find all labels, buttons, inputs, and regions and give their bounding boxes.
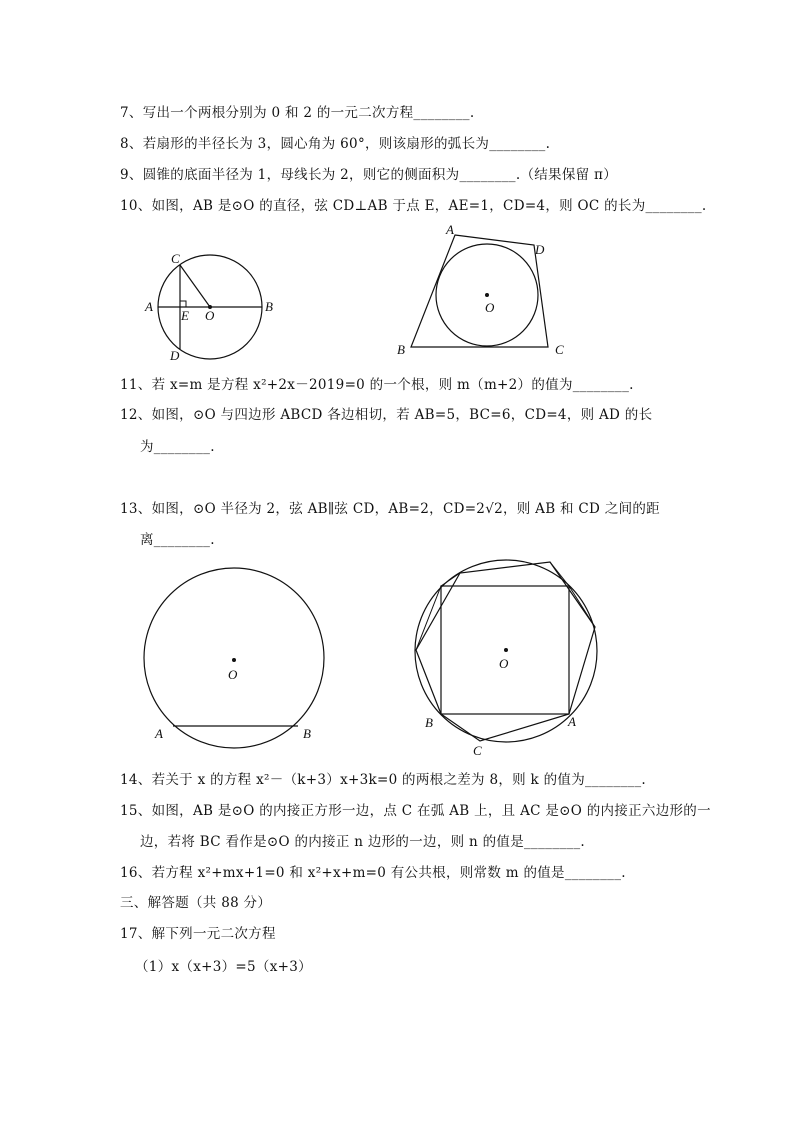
- question-11: 11、若 x=m 是方程 x²+2x－2019=0 的一个根，则 m（m+2）的值为________.: [120, 377, 634, 393]
- label-B: B: [265, 299, 273, 314]
- label-C: C: [171, 251, 180, 266]
- question-17-part1: （1）x（x+3）=5（x+3）: [135, 959, 312, 975]
- label-B: B: [303, 726, 311, 741]
- question-7: 7、写出一个两根分别为 0 和 2 的一元二次方程________.: [120, 105, 475, 121]
- question-15-line2: 边，若将 BC 看作是⊙O 的内接正 n 边形的一边，则 n 的值是________.: [140, 834, 585, 850]
- label-B: B: [425, 715, 433, 730]
- question-8: 8、若扇形的半径长为 3，圆心角为 60°，则该扇形的弧长为________.: [120, 136, 551, 152]
- label-A: A: [568, 714, 576, 729]
- label-O: O: [205, 308, 215, 323]
- label-C: C: [555, 342, 564, 357]
- label-A: A: [155, 726, 163, 741]
- question-17: 17、解下列一元二次方程: [120, 926, 276, 942]
- label-A: A: [145, 299, 153, 314]
- figure-q15-inscribed-polygons: [410, 555, 610, 760]
- question-14: 14、若关于 x 的方程 x²－（k+3）x+3k=0 的两根之差为 8，则 k 的值为________.: [120, 772, 646, 788]
- label-E: E: [181, 308, 189, 323]
- label-O: O: [228, 667, 238, 682]
- question-10: 10、如图，AB 是⊙O 的直径，弦 CD⊥AB 于点 E，AE=1，CD=4，则 OC 的长为________.: [120, 198, 707, 214]
- label-B: B: [397, 342, 405, 357]
- question-9: 9、圆锥的底面半径为 1，母线长为 2，则它的侧面积为________.（结果保留 π）: [120, 167, 618, 183]
- label-O: O: [499, 656, 509, 671]
- question-13-line1: 13、如图，⊙O 半径为 2，弦 AB∥弦 CD，AB=2，CD=2√2，则 AB 和 CD 之间的距: [120, 501, 660, 517]
- section-3-heading: 三、解答题（共 88 分）: [120, 895, 272, 911]
- question-16: 16、若方程 x²+mx+1=0 和 x²+x+m=0 有公共根，则常数 m 的值是________.: [120, 865, 626, 881]
- label-O: O: [485, 300, 495, 315]
- label-D: D: [535, 242, 545, 257]
- question-15-line1: 15、如图，AB 是⊙O 的内接正方形一边，点 C 在弧 AB 上，且 AC 是⊙O 的内接正六边形的一: [120, 803, 711, 819]
- question-12-line1: 12、如图，⊙O 与四边形 ABCD 各边相切，若 AB=5，BC=6，CD=4，则 AD 的长: [120, 407, 653, 423]
- label-A: A: [446, 222, 454, 237]
- question-13-line2: 离________.: [140, 532, 215, 548]
- figure-q12-tangential-quadrilateral: [390, 220, 590, 365]
- question-12-line2: 为________.: [140, 439, 215, 455]
- label-D: D: [170, 348, 180, 363]
- figure-q10-circle-diameter: [140, 240, 290, 365]
- label-C: C: [473, 743, 482, 758]
- figure-q13-circle-chord: [140, 560, 330, 750]
